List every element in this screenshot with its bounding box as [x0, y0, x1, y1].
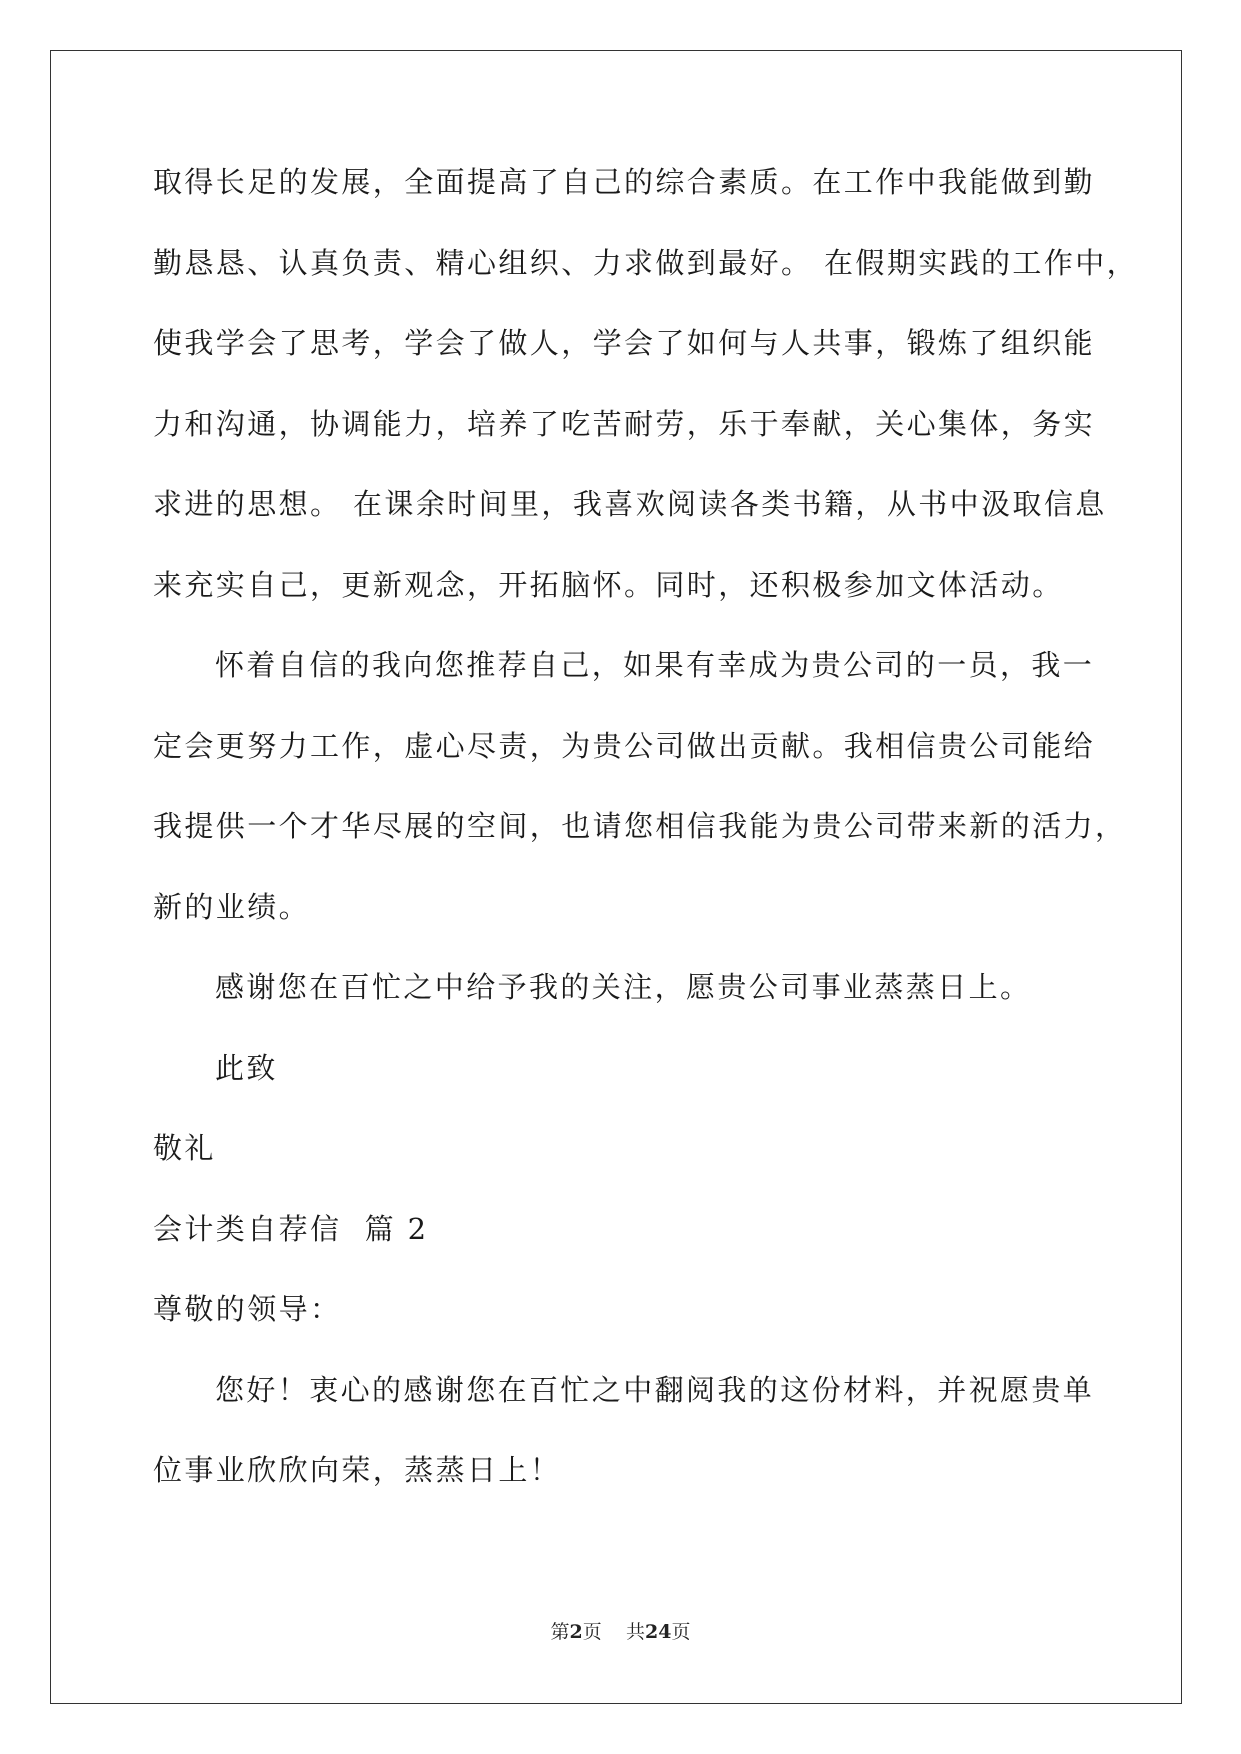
paragraph-first-line: 您好！衷心的感谢您在百忙之中翻阅我的这份材料，并祝愿贵单 [215, 1372, 1095, 1407]
footer-total-suffix: 页 [671, 1621, 691, 1643]
text-line: 求进的思想。 在课余时间里，我喜欢阅读各类书籍，从书中汲取信息 [153, 487, 1107, 521]
footer-total-pages: 24 [644, 1621, 672, 1643]
salutation-closing: 敬礼 [153, 1131, 216, 1165]
footer-page-suffix: 页 [582, 1621, 602, 1643]
page-footer [0, 1621, 1241, 1643]
text-line: 定会更努力工作，虚心尽责，为贵公司做出贡献。我相信贵公司能给 [153, 728, 1096, 763]
thanks-line: 感谢您在百忙之中给予我的关注，愿贵公司事业蒸蒸日上。 [215, 970, 1032, 1004]
paragraph-first-line: 怀着自信的我向您推荐自己，如果有幸成为贵公司的一员，我一 [215, 648, 1095, 682]
section-heading: 会计类自荐信 篇 2 [153, 1211, 429, 1246]
footer-page-number: 2 [569, 1621, 583, 1643]
document-body [153, 165, 1139, 1537]
closing-phrase: 此致 [215, 1050, 278, 1085]
greeting-line: 尊敬的领导： [153, 1292, 342, 1326]
text-line: 我提供一个才华尽展的空间，也请您相信我能为贵公司带来新的活力， [153, 809, 1127, 843]
text-line: 勤恳恳、认真负责、精心组织、力求做到最好。 在假期实践的工作中， [153, 245, 1139, 280]
text-line: 来充实自己，更新观念，开拓脑怀。同时，还积极参加文体活动。 [153, 567, 1064, 602]
text-line: 位事业欣欣向荣，蒸蒸日上！ [153, 1453, 562, 1487]
text-line: 使我学会了思考，学会了做人，学会了如何与人共事，锻炼了组织能 [153, 326, 1096, 360]
footer-prefix: 第 [550, 1621, 570, 1643]
text-line: 取得长足的发展，全面提高了自己的综合素质。在工作中我能做到勤 [153, 165, 1096, 199]
text-line: 力和沟通，协调能力，培养了吃苦耐劳，乐于奉献，关心集体，务实 [153, 406, 1096, 441]
footer-total-prefix: 共 [625, 1621, 645, 1643]
text-line: 新的业绩。 [153, 889, 311, 924]
